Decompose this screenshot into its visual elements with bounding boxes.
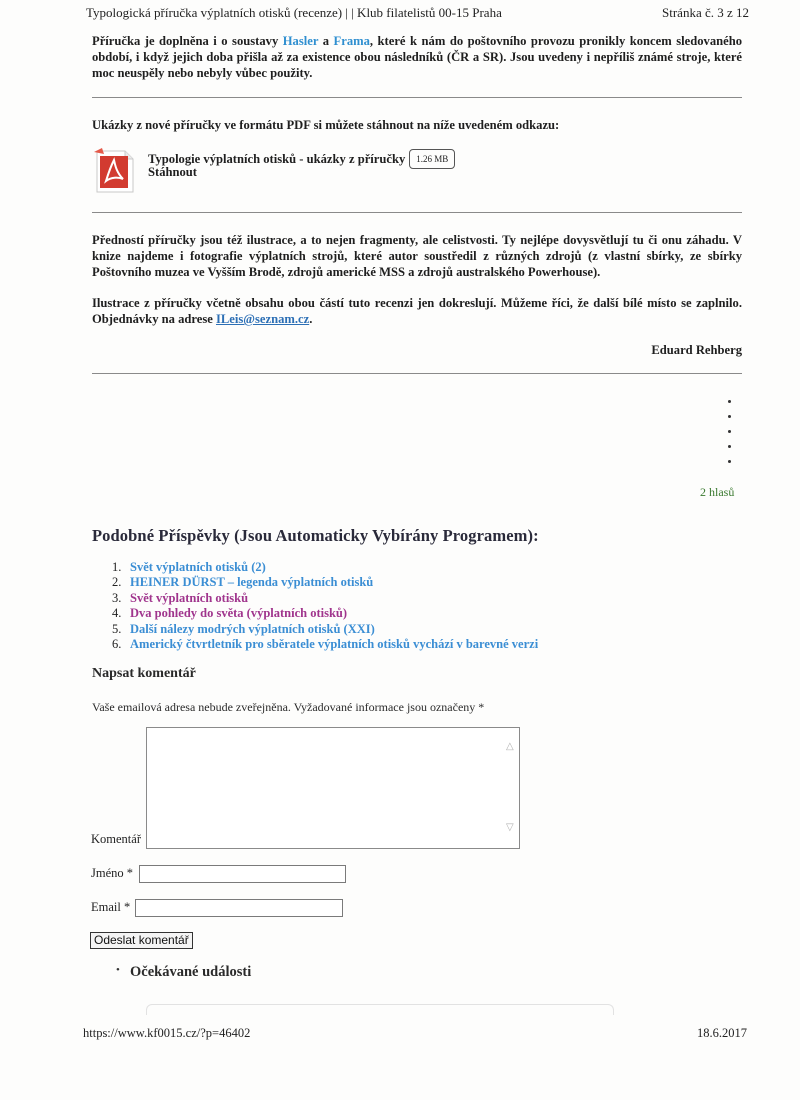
similar-post-number: 3. bbox=[112, 590, 122, 605]
keyword-frama: Frama bbox=[333, 34, 370, 48]
similar-post-link[interactable]: Americký čtvrtletník pro sběratele výplatních otisků vychází v barevné verzi bbox=[130, 637, 539, 652]
orders-text: Ilustrace z příručky včetně obsahu obou částí tuto recenzi jen dokreslují. Můžeme říci, že další bílé místo se zaplnilo. Objednávky na adrese bbox=[92, 296, 742, 326]
name-input[interactable] bbox=[139, 865, 346, 883]
similar-post-item[interactable] bbox=[112, 622, 538, 637]
comment-form-title: Napsat komentář bbox=[92, 666, 196, 681]
orders-paragraph bbox=[92, 295, 742, 327]
download-action-link[interactable]: Stáhnout bbox=[148, 165, 197, 179]
events-widget-box bbox=[146, 1004, 614, 1015]
pdf-file-icon[interactable] bbox=[94, 148, 136, 194]
scroll-up-icon[interactable]: △ bbox=[506, 741, 514, 752]
similar-posts-title: Podobné Příspěvky (Jsou Automaticky Vybírány Programem): bbox=[92, 526, 539, 545]
print-footer-url: https://www.kf0015.cz/?p=46402 bbox=[83, 1026, 251, 1040]
events-widget-title: Očekávané události bbox=[130, 964, 252, 980]
vote-count: 2 hlasů bbox=[700, 485, 735, 499]
intro-text-3: , které k nám do poštovního provozu pronikly koncem sledovaného období, i když jejich doba přišla až za existence obou následníků (ČR a SR). Jsou uvedeny i nepříliš známé stroje, které moc neuspěly nebo nebyly vůbec použity. bbox=[92, 34, 743, 80]
divider bbox=[92, 373, 742, 374]
rating-dot[interactable] bbox=[728, 460, 731, 463]
email-label: Email * bbox=[91, 900, 131, 914]
similar-post-number: 5. bbox=[112, 621, 122, 636]
orders-text-end: . bbox=[309, 312, 313, 326]
similar-post-link[interactable]: Další nálezy modrých výplatních otisků (XXI) bbox=[130, 621, 375, 636]
download-title[interactable]: Typologie výplatních otisků - ukázky z příručky bbox=[148, 152, 406, 166]
comment-textarea[interactable] bbox=[146, 727, 520, 849]
rating-dot[interactable] bbox=[728, 415, 731, 418]
print-header-page-number: Stránka č. 3 z 12 bbox=[662, 5, 750, 20]
similar-post-link[interactable]: Dva pohledy do světa (výplatních otisků) bbox=[130, 606, 348, 621]
order-email-link[interactable]: ILeis@seznam.cz bbox=[215, 312, 310, 326]
intro-paragraph bbox=[92, 33, 742, 81]
comment-form-note: Vaše emailová adresa nebude zveřejněna. Vyžadované informace jsou označeny * bbox=[92, 700, 485, 714]
bullet-icon: • bbox=[116, 964, 120, 976]
similar-post-number: 4. bbox=[112, 606, 122, 621]
similar-post-item[interactable] bbox=[112, 575, 538, 590]
rating-dot[interactable] bbox=[728, 400, 731, 403]
similar-post-number: 1. bbox=[112, 560, 122, 574]
keyword-hasler: Hasler bbox=[282, 34, 319, 48]
similar-post-item[interactable] bbox=[112, 591, 538, 606]
similar-post-link[interactable]: Svět výplatních otisků (2) bbox=[130, 560, 266, 574]
intro-text-2: a bbox=[318, 34, 334, 48]
download-size-badge: 1.26 MB bbox=[409, 149, 455, 169]
print-footer-date: 18.6.2017 bbox=[697, 1026, 747, 1040]
similar-post-link[interactable]: HEINER DÜRST – legenda výplatních otisků bbox=[130, 575, 374, 590]
similar-post-number: 2. bbox=[112, 575, 122, 590]
author-signature: Eduard Rehberg bbox=[651, 343, 742, 357]
rating-dots[interactable] bbox=[728, 400, 732, 475]
email-input[interactable] bbox=[135, 899, 343, 917]
rating-dot[interactable] bbox=[728, 430, 731, 433]
divider bbox=[92, 97, 742, 98]
similar-post-item[interactable] bbox=[112, 560, 538, 575]
similar-post-item[interactable] bbox=[112, 637, 538, 652]
scroll-down-icon[interactable]: ▽ bbox=[506, 822, 514, 833]
similar-post-item[interactable] bbox=[112, 606, 538, 621]
similar-post-number: 6. bbox=[112, 637, 122, 652]
submit-comment-button[interactable]: Odeslat komentář bbox=[90, 932, 193, 949]
illustrations-paragraph: Předností příručky jsou též ilustrace, a to nejen fragmenty, ale celistvosti. Ty nejlépe dovysvětlují tu či onu záhadu. V knize najdeme i fotografie výplatních strojů, které autor soustředil z různých zdrojů (z vlastní sbírky, ze sbírky Poštovního muzea ve Vyšším Brodě, zdrojů americké MSS a zdrojů australského Powerhouse). bbox=[92, 233, 742, 279]
rating-dot[interactable] bbox=[728, 445, 731, 448]
similar-posts-list bbox=[112, 560, 538, 652]
name-label: Jméno * bbox=[91, 866, 134, 880]
divider bbox=[92, 212, 742, 213]
intro-text-1: Příručka je doplněna i o soustavy bbox=[92, 34, 283, 48]
similar-post-link[interactable]: Svět výplatních otisků bbox=[130, 590, 249, 605]
download-intro-text: Ukázky z nové příručky ve formátu PDF si můžete stáhnout na níže uvedeném odkazu: bbox=[92, 118, 560, 132]
print-header-title: Typologická příručka výplatních otisků (recenze) | | Klub filatelistů 00-15 Praha bbox=[86, 5, 502, 20]
comment-label: Komentář bbox=[91, 832, 141, 846]
